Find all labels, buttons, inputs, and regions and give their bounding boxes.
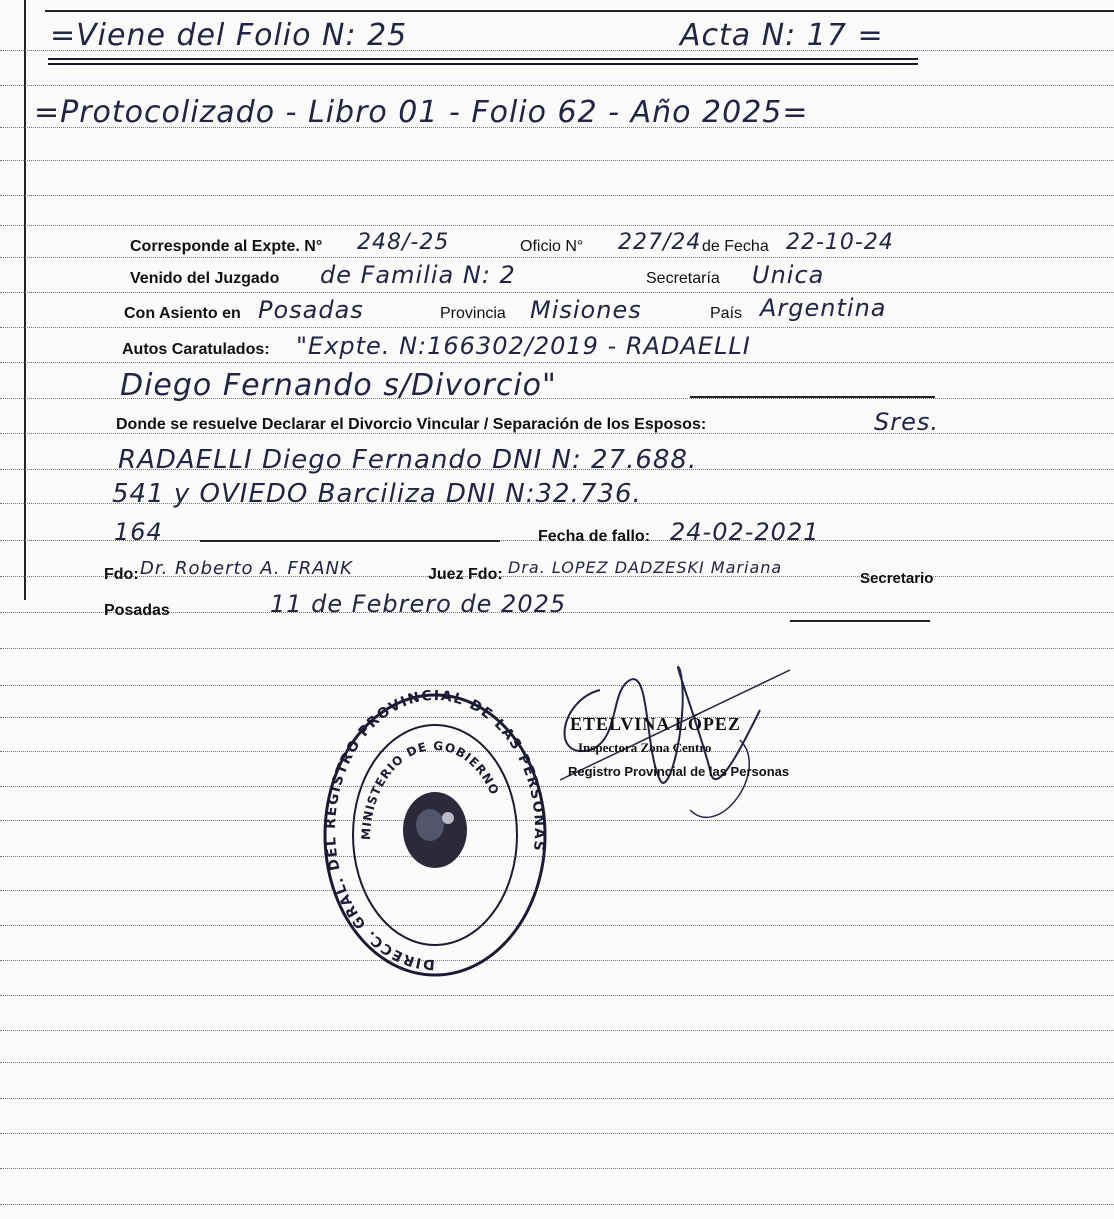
value-dni-end: 164: [114, 518, 163, 546]
value-autos-1: "Expte. N:166302/2019 - RADAELLI: [296, 332, 751, 360]
ruled-line: [0, 160, 1114, 161]
ruled-line: [0, 1133, 1114, 1134]
value-provincia: Misiones: [530, 296, 642, 324]
label-divorcio: Donde se resuelve Declarar el Divorcio Vincular / Separación de los Esposos:: [116, 416, 707, 433]
ruled-line: [0, 1098, 1114, 1099]
svg-text:DIRECC. GRAL. DEL REGISTRO PRO: DIRECC. GRAL. DEL REGISTRO PROVINCIAL DE LAS PERSONAS: [322, 690, 548, 973]
value-spouse-2: 541 y OVIEDO Barciliza DNI N:32.736.: [112, 479, 642, 509]
ruled-line: [0, 1062, 1114, 1063]
value-autos-2: Diego Fernando s/Divorcio": [120, 368, 557, 403]
ruled-line: [0, 257, 1114, 258]
fill-line-autos: [690, 396, 935, 398]
ruled-line: [0, 856, 1114, 857]
label-fdo: Fdo:: [104, 566, 139, 583]
signatory-role: Inspectora Zona Centro: [578, 740, 712, 755]
ruled-line: [0, 925, 1114, 926]
label-autos: Autos Caratulados:: [122, 341, 270, 358]
ruled-line: [0, 648, 1114, 649]
value-sres: Sres.: [874, 408, 939, 436]
ruled-line: [0, 960, 1114, 961]
label-expte: Corresponde al Expte. N°: [130, 238, 323, 255]
label-juez: Juez Fdo:: [428, 566, 503, 583]
ruled-line: [0, 362, 1114, 363]
value-pais: Argentina: [760, 294, 887, 322]
value-secretario: Dra. LOPEZ DADZESKI Mariana: [508, 558, 783, 577]
value-asiento: Posadas: [258, 296, 364, 324]
ruled-line: [0, 85, 1114, 86]
signatory-name: ETELVINA LÓPEZ: [570, 714, 741, 734]
ruled-line: [0, 1168, 1114, 1169]
label-juzgado: Venido del Juzgado: [130, 270, 280, 287]
ruled-line: [0, 195, 1114, 196]
value-juez: Dr. Roberto A. FRANK: [140, 558, 353, 579]
label-fecha: de Fecha: [702, 238, 769, 255]
ruled-line: [0, 327, 1114, 328]
header-origin: =Viene del Folio N: 25: [50, 18, 408, 53]
label-secretario: Secretario: [860, 570, 934, 587]
label-pais: País: [710, 305, 743, 322]
ruled-line: [0, 1030, 1114, 1031]
header-underline-1: [48, 58, 918, 60]
header-underline-2: [48, 63, 918, 65]
label-secretaria: Secretaría: [646, 270, 720, 287]
value-oficio: 227/24: [618, 230, 702, 255]
value-fecha-posadas: 11 de Febrero de 2025: [270, 590, 567, 618]
value-fecha: 22-10-24: [786, 230, 894, 255]
ruled-line: [0, 995, 1114, 996]
registry-seal-stamp: [320, 690, 550, 980]
svg-text:MINISTERIO DE GOBIERNO: MINISTERIO DE GOBIERNO: [358, 738, 502, 841]
margin-line: [24, 0, 26, 600]
coat-of-arms-icon: [403, 792, 467, 868]
ruled-line: [0, 225, 1114, 226]
label-posadas: Posadas: [104, 602, 170, 619]
value-spouse-1: RADAELLI Diego Fernando DNI N: 27.688.: [118, 445, 698, 475]
top-rule: [45, 10, 1114, 12]
value-juzgado: de Familia N: 2: [320, 261, 516, 289]
fill-line-posadas: [790, 620, 930, 622]
header-protocol: =Protocolizado - Libro 01 - Folio 62 - Año 2025=: [34, 95, 809, 130]
signatory-org: Registro Provincial de las Personas: [568, 764, 790, 779]
value-expte: 248/-25: [357, 230, 450, 255]
value-secretaria: Unica: [752, 261, 825, 289]
label-asiento: Con Asiento en: [124, 305, 241, 322]
fill-line-dni: [200, 540, 500, 542]
label-oficio: Oficio N°: [520, 238, 584, 255]
header-acta: Acta N: 17 =: [680, 18, 884, 53]
ruled-line: [0, 292, 1114, 293]
ruled-line: [0, 890, 1114, 891]
label-fecha-fallo: Fecha de fallo:: [538, 528, 651, 545]
value-fecha-fallo: 24-02-2021: [670, 518, 820, 546]
label-provincia: Provincia: [440, 305, 506, 322]
ruled-line: [0, 1204, 1114, 1205]
